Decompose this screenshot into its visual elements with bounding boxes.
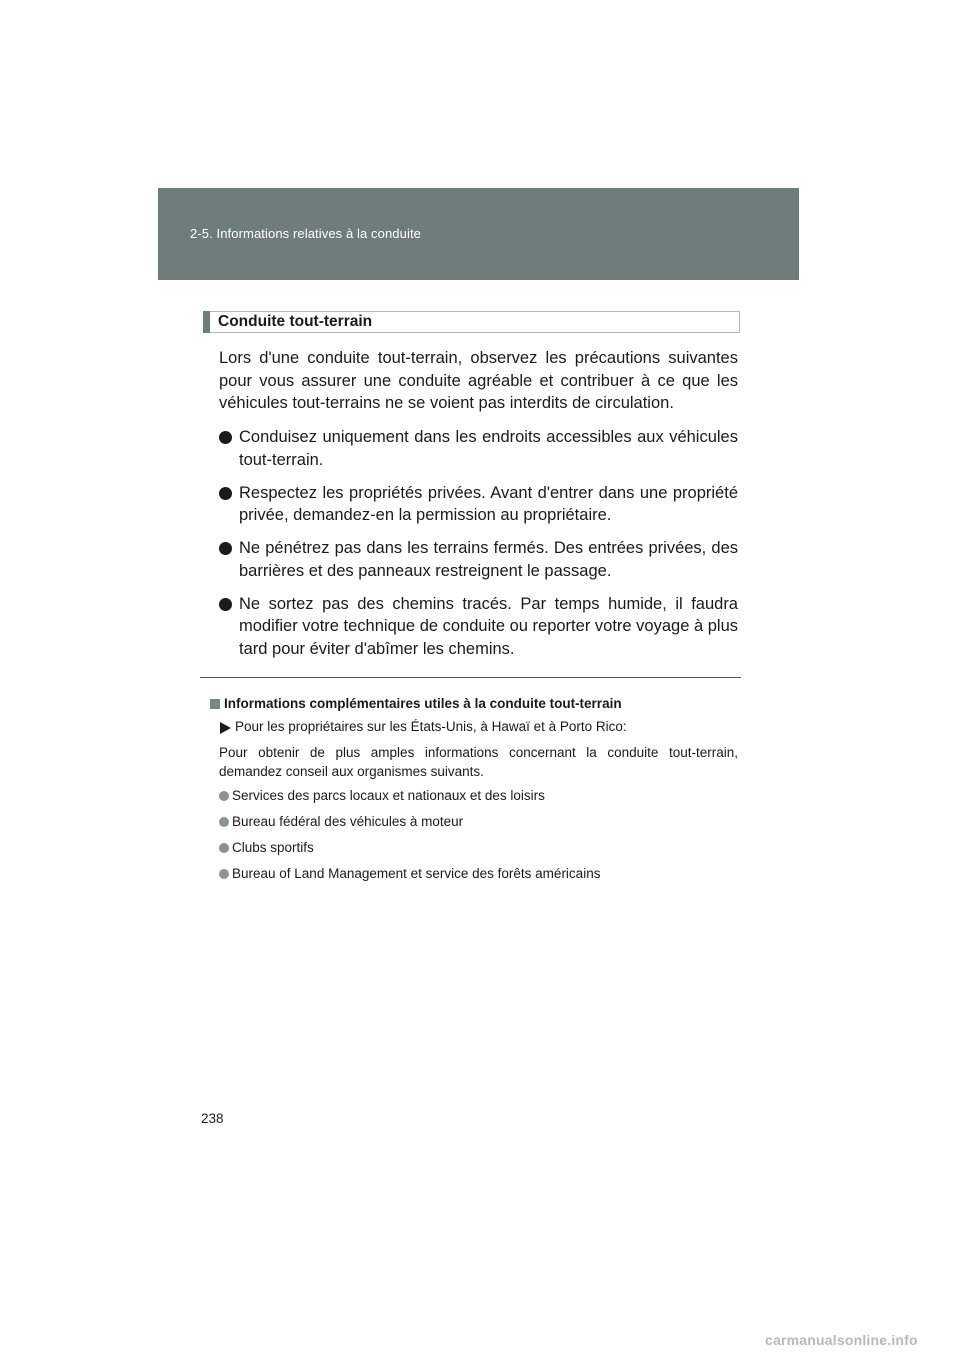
bullet-dot-icon: [219, 598, 232, 611]
intro-paragraph: Lors d'une conduite tout-terrain, observez les précautions suivantes pour vous assurer une conduite agréable et contribuer à ce que les véhicules tout-terrains ne se voient pas interdits de circulation.: [219, 349, 738, 412]
precaution-text: Ne sortez pas des chemins tracés. Par temps humide, il faudra modifier votre technique de conduite ou reporter votre voyage à plus tard pour éviter d'abîmer les chemins.: [239, 594, 738, 658]
precaution-item: [219, 426, 738, 471]
bullet-dot-icon: [219, 843, 229, 853]
watermark: carmanualsonline.info: [765, 1332, 918, 1348]
bullet-dot-icon: [219, 817, 229, 827]
info-block: [210, 695, 738, 891]
section-divider: [200, 677, 741, 678]
section-title-box: [203, 311, 740, 333]
organism-text: Bureau of Land Management et service des forêts américains: [232, 866, 601, 881]
precaution-item: [219, 593, 738, 661]
organisms-list: [219, 787, 738, 883]
arrow-right-icon: [220, 722, 231, 734]
info-audience-text: Pour les propriétaires sur les États-Unis, à Hawaï et à Porto Rico:: [235, 719, 627, 734]
organism-text: Services des parcs locaux et nationaux et des loisirs: [232, 788, 545, 803]
square-bullet-icon: [210, 699, 220, 709]
organism-item: [219, 813, 738, 831]
organism-text: Bureau fédéral des véhicules à moteur: [232, 814, 464, 829]
info-heading: [210, 695, 738, 713]
precaution-text: Ne pénétrez pas dans les terrains fermés. Des entrées privées, des barrières et des panneaux restreignent le passage.: [239, 539, 738, 580]
organism-item: [219, 865, 738, 883]
chapter-header-band: [158, 188, 799, 280]
precaution-text: Respectez les propriétés privées. Avant d'entrer dans une propriété privée, demandez-en la permission au propriétaire.: [239, 483, 738, 524]
organism-item: [219, 787, 738, 805]
section-title-accent-bar: [203, 311, 210, 333]
precaution-item: [219, 537, 738, 582]
info-heading-text: Informations complémentaires utiles à la conduite tout-terrain: [224, 696, 622, 711]
section-title: Conduite tout-terrain: [218, 313, 373, 330]
organism-item: [219, 839, 738, 857]
precaution-text: Conduisez uniquement dans les endroits accessibles aux véhicules tout-terrain.: [239, 428, 738, 469]
organism-text: Clubs sportifs: [232, 840, 314, 855]
page-number: 238: [201, 1111, 224, 1126]
bullet-dot-icon: [219, 869, 229, 879]
bullet-dot-icon: [219, 542, 232, 555]
bullet-dot-icon: [219, 791, 229, 801]
info-paragraph: Pour obtenir de plus amples informations concernant la conduite tout-terrain, demandez conseil aux organismes suivants.: [219, 745, 738, 779]
chapter-section-label: 2-5. Informations relatives à la conduite: [190, 226, 421, 241]
bullet-dot-icon: [219, 487, 232, 500]
info-audience: [220, 718, 738, 736]
precaution-item: [219, 482, 738, 527]
precautions-list: [219, 426, 738, 671]
bullet-dot-icon: [219, 431, 232, 444]
